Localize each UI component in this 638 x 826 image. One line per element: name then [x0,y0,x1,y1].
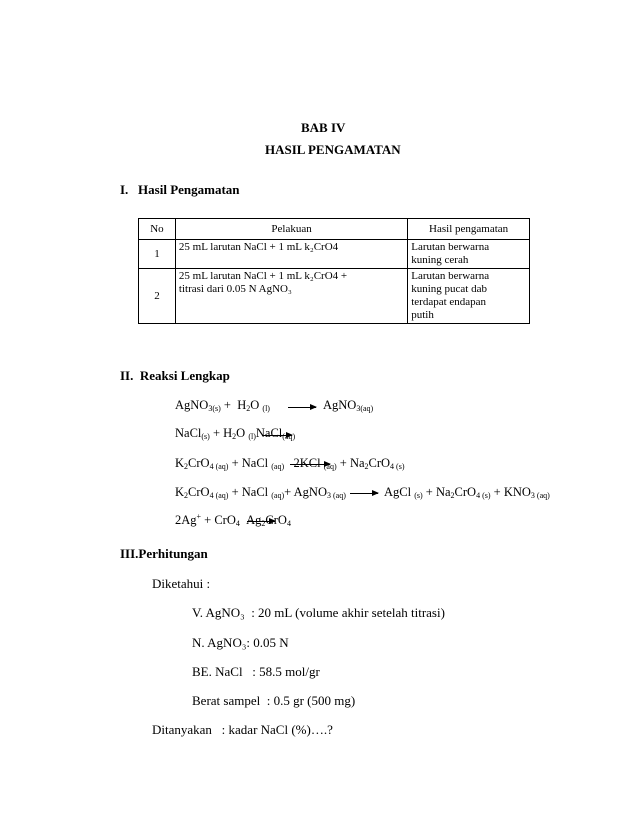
row-pelakuan [175,240,407,269]
row-hasil [408,240,530,269]
chapter-title: HASIL PENGAMATAN [265,142,401,157]
pelakuan-line: 25 mL larutan NaCl + 1 mL k₂CrO4 + [178,270,348,282]
reaction-arrow-icon [262,435,292,436]
row-number: 2 [139,269,176,324]
pelakuan-line: titrasi dari 0.05 N AgNO₃ [178,283,292,295]
reaction-arrow-icon [290,464,330,465]
chapter-number: BAB IV [301,120,346,135]
hasil-line: putih [411,309,434,321]
reaction-4-product: AgCl $_{(s)} + Na_2CrO_{4 (s)} + KNO_{3 (aq)}$ [384,485,550,500]
row-number: 1 [139,240,176,269]
reaction-arrow-icon [247,521,275,522]
row-hasil [408,269,530,324]
row-pelakuan [175,269,407,324]
diketahui-label: Diketahui : [152,576,211,591]
column-header-no: No [139,219,176,240]
reaction-1-product: AgNO$_{3(aq)}$ [323,398,374,413]
reaction-3: $K_2CrO_{4 (aq)}$ + NaCl $_{(aq)}$ 2KCl $_{(aq)} + Na_2CrO_{4 (s)}$ [175,456,405,471]
hasil-line: kuning cerah [411,254,469,266]
pelakuan-line: 25 mL larutan NaCl + 1 mL k₂CrO4 [178,241,339,253]
column-header-hasil: Hasil pengamatan [408,219,530,240]
table-row [139,240,530,269]
reaction-arrow-icon [350,493,378,494]
reaction-4: $K_2CrO_{4 (aq)}$ + NaCl $_{(aq)}$+ AgNO$_{3 (aq)}$ [175,485,346,500]
section-perhitungan-heading: III.Perhitungan [120,546,208,561]
table-row [139,269,530,324]
column-header-pelakuan: Pelakuan [175,219,407,240]
reaction-arrow-icon [288,407,316,408]
section-hasil-heading: I. Hasil Pengamatan [120,182,240,197]
hasil-line: Larutan berwarna [411,270,490,282]
known-item: V. AgNO₃ : 20 mL (volume akhir setelah titrasi) [192,605,445,620]
hasil-line: kuning pucat dab [411,283,487,295]
hasil-line: Larutan berwarna [411,241,490,253]
reaction-1: AgNO$_{3(s)}$ + $H_2O$ $_{(l)}$ [175,398,270,413]
known-item: N. AgNO₃: 0.05 N [192,635,289,650]
reaction-5: 2Ag+ + CrO$_4$ $Ag_2CrO_4$ [175,512,291,528]
ditanyakan-line: Ditanyakan : kadar NaCl (%)….? [152,722,333,737]
table-header-row [139,219,530,240]
section-reaksi-heading: II. Reaksi Lengkap [120,368,230,383]
known-item: Berat sampel : 0.5 gr (500 mg) [192,693,356,708]
known-item: BE. NaCl : 58.5 mol/gr [192,664,320,679]
reaction-2: NaCl$_{(s)}$ + $H_2O$ $_{(l)}$NaCl$_{(aq)}$ [175,426,296,441]
hasil-line: terdapat endapan [411,296,487,308]
observation-table [138,218,530,324]
